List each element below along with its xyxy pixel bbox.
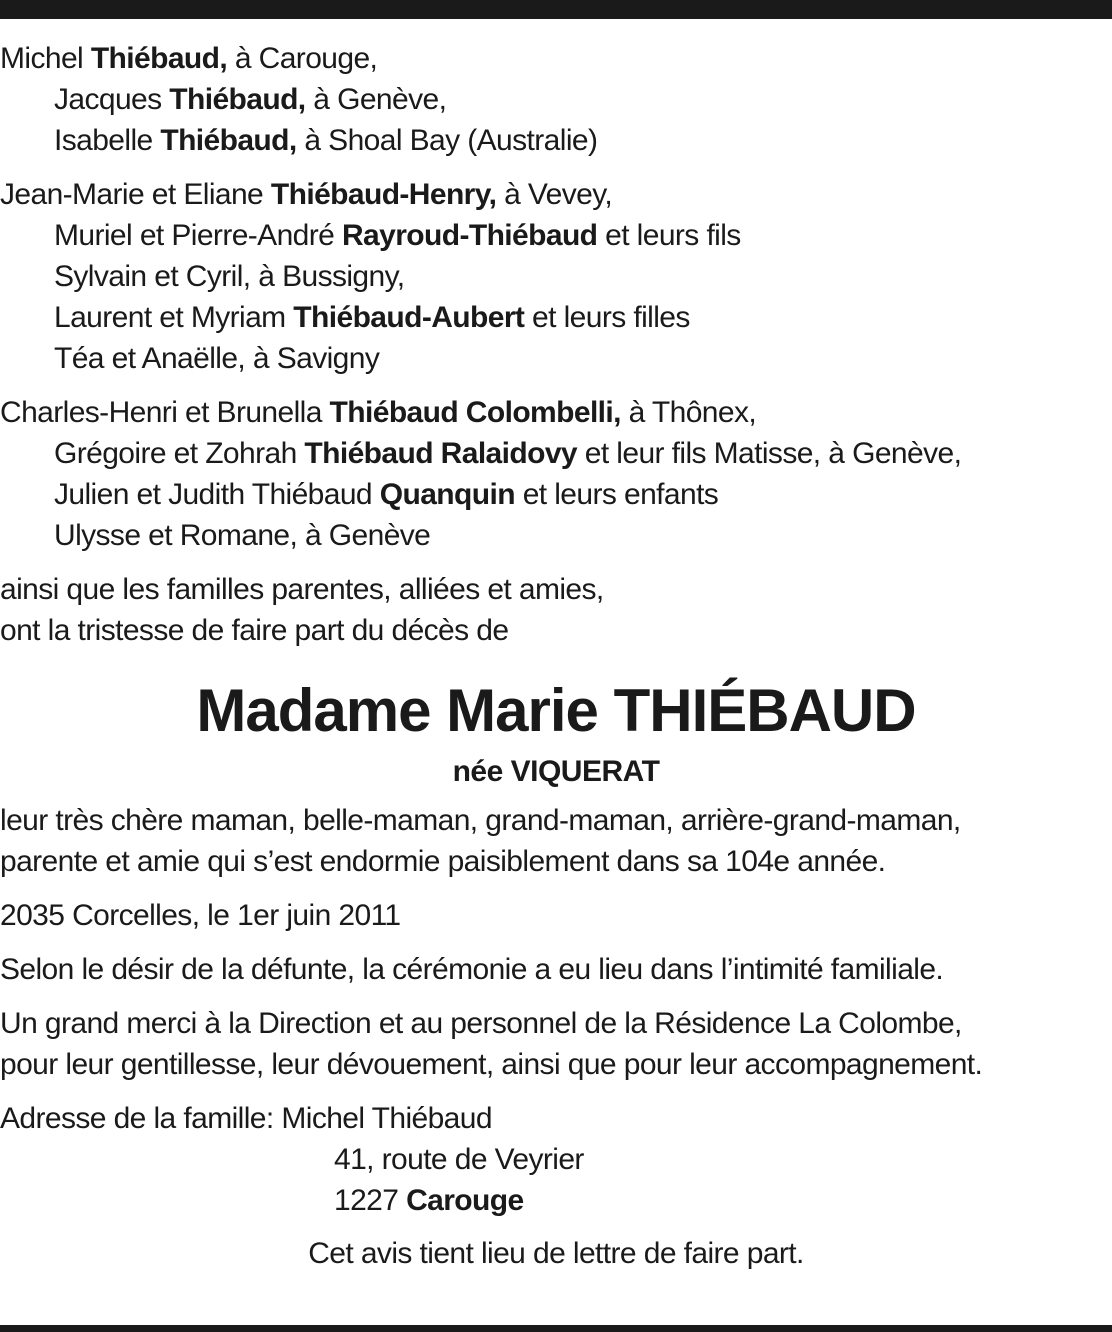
family-head: Jean-Marie et Eliane Thiébaud-Henry, à Vevey, <box>0 178 613 211</box>
family-head: Charles-Henri et Brunella Thiébaud Colombelli, à Thônex, <box>0 396 757 429</box>
place-date: 2035 Corcelles, le 1er juin 2011 <box>0 899 401 932</box>
closing-note: Cet avis tient lieu de lettre de faire part. <box>308 1237 804 1270</box>
address-name: Michel Thiébaud <box>281 1102 492 1135</box>
maiden-name: née VIQUERAT <box>452 755 660 788</box>
family-group-1 <box>0 38 1112 161</box>
family-member: Laurent et Myriam Thiébaud-Aubert et leurs filles <box>54 301 690 334</box>
family-member: Grégoire et Zohrah Thiébaud Ralaidovy et leur fils Matisse, à Genève, <box>54 437 962 470</box>
ceremony-note: Selon le désir de la défunte, la cérémonie a eu lieu dans l’intimité familiale. <box>0 953 944 986</box>
family-member: Jacques Thiébaud, à Genève, <box>54 83 447 116</box>
family-head: Michel Thiébaud, à Carouge, <box>0 42 378 75</box>
bottom-rule <box>0 1325 1112 1332</box>
intro-text: ainsi que les familles parentes, alliées et amies, ont la tristesse de faire part du décès de <box>0 573 604 647</box>
family-member: Téa et Anaëlle, à Savigny <box>54 342 380 375</box>
family-group-3 <box>0 392 1112 556</box>
thanks-note: Un grand merci à la Direction et au personnel de la Résidence La Colombe, pour leur gentillesse, leur dévouement, ainsi que pour leur accompagnement. <box>0 1007 983 1081</box>
family-member: Julien et Judith Thiébaud Quanquin et leurs enfants <box>54 478 719 511</box>
family-member: Ulysse et Romane, à Genève <box>54 519 431 552</box>
family-address <box>0 1098 1112 1221</box>
top-rule <box>0 0 1112 19</box>
deceased-name: Madame Marie THIÉBAUD <box>196 677 916 744</box>
family-member: Muriel et Pierre-André Rayroud-Thiébaud et leurs fils <box>54 219 741 252</box>
description: leur très chère maman, belle-maman, grand-maman, arrière-grand-maman, parente et amie qui s’est endormie paisiblement dans sa 104e année. <box>0 804 961 878</box>
family-member: Sylvain et Cyril, à Bussigny, <box>54 260 405 293</box>
family-member: Isabelle Thiébaud, à Shoal Bay (Australie) <box>54 124 598 157</box>
family-group-2 <box>0 174 1112 379</box>
address-label: Adresse de la famille: <box>0 1102 274 1135</box>
address-street: 41, route de Veyrier <box>334 1143 584 1176</box>
obituary-notice <box>0 38 1112 1274</box>
address-city: 1227 Carouge <box>334 1184 524 1217</box>
